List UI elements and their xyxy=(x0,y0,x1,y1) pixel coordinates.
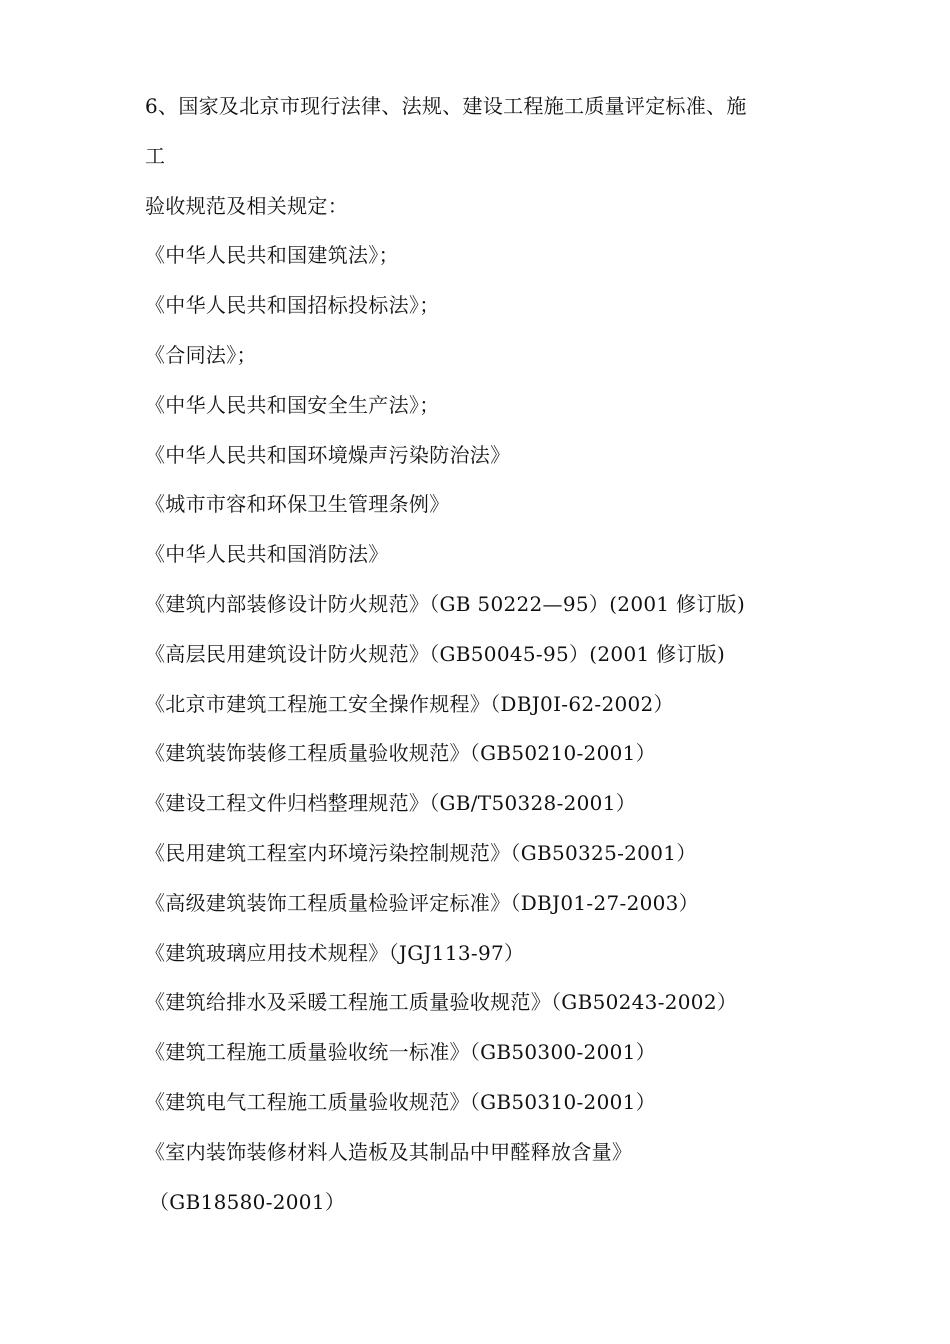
text-line: 《合同法》； xyxy=(145,342,257,367)
text-line: 《建筑装饰装修工程质量验收规范》（GB50210-2001） xyxy=(145,741,656,766)
text-line: 《建筑给排水及采暖工程施工质量验收规范》（GB50243-2002） xyxy=(145,990,738,1015)
text-line: 《民用建筑工程室内环境污染控制规范》（GB50325-2001） xyxy=(145,840,697,865)
text-line: 工 xyxy=(145,143,166,168)
text-line: 《北京市建筑工程施工安全操作规程》（DBJ0I-62-2002） xyxy=(145,691,674,716)
text-line: 6、国家及北京市现行法律、法规、建设工程施工质量评定标准、施 xyxy=(145,94,747,118)
text-line: 《建筑玻璃应用技术规程》（JGJ113-97） xyxy=(145,940,525,965)
text-line: 《建筑电气工程施工质量验收规范》（GB50310-2001） xyxy=(145,1089,656,1114)
text-line: 《建设工程文件归档整理规范》（GB/T50328-2001） xyxy=(145,791,637,816)
text-line: 《中华人民共和国招标投标法》； xyxy=(145,293,440,318)
text-line: 《建筑内部装修设计防火规范》（GB 50222—95）(2001 修订版) xyxy=(145,591,746,616)
text-line: 《中华人民共和国消防法》 xyxy=(145,542,389,567)
document-body xyxy=(145,82,825,1227)
text-line: 《室内装饰装修材料人造板及其制品中甲醛释放含量》 xyxy=(145,1139,633,1164)
text-line: （GB18580-2001） xyxy=(149,1189,346,1214)
text-line: 《建筑工程施工质量验收统一标准》（GB50300-2001） xyxy=(145,1040,656,1065)
text-line: 《高层民用建筑设计防火规范》（GB50045-95）(2001 修订版) xyxy=(145,641,726,666)
text-line: 《城市市容和环保卫生管理条例》 xyxy=(145,492,450,517)
text-line: 《高级建筑装饰工程质量检验评定标准》（DBJ01-27-2003） xyxy=(145,890,699,915)
text-line: 《中华人民共和国安全生产法》； xyxy=(145,392,440,417)
text-line: 验收规范及相关规定： xyxy=(145,193,348,218)
text-line: 《中华人民共和国环境燥声污染防治法》 xyxy=(145,442,511,467)
text-line: 《中华人民共和国建筑法》； xyxy=(145,243,399,268)
